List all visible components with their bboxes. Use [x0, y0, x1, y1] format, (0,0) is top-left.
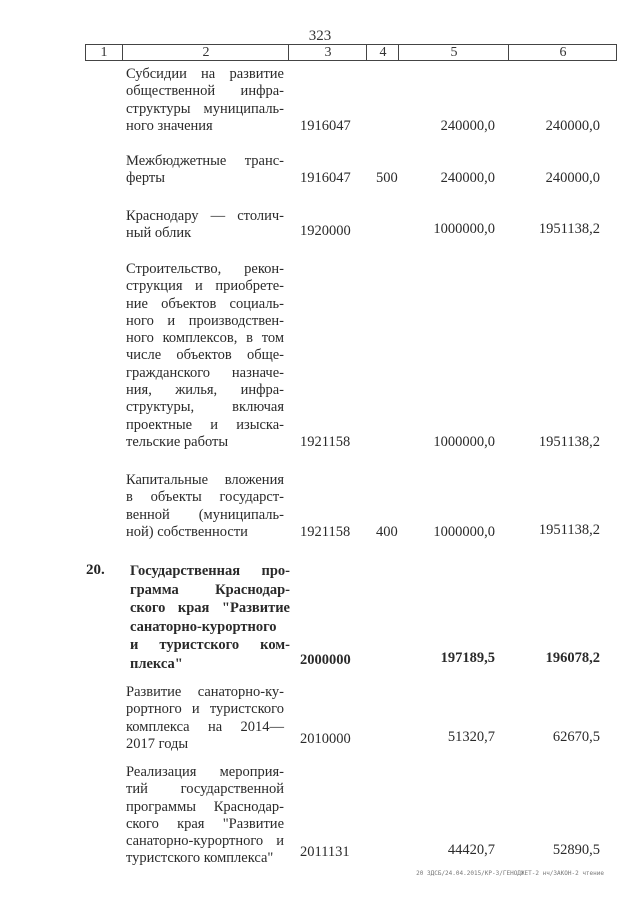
row-description: Реализация мероприя- тий государственной программы Краснодар- ского края "Развитие санаторно-курортного и туристского комплекса": [126, 764, 284, 867]
row-index: 20.: [86, 562, 105, 578]
row-value-2015: 240000,0: [545, 170, 600, 186]
row-value-2014: 1000000,0: [433, 434, 495, 450]
row-code: 1920000: [300, 223, 351, 239]
row-description: Межбюджетные транс- ферты: [126, 153, 284, 187]
row-code: 2010000: [300, 731, 351, 747]
row-description: Субсидии на развитие общественной инфра- структуры муниципаль- ного значения: [126, 66, 284, 134]
row-code: 1921158: [300, 434, 351, 450]
row-code: 1916047: [300, 170, 351, 186]
table-header: [85, 44, 617, 61]
row-code: 1916047: [300, 118, 351, 134]
row-type: 500: [376, 170, 398, 186]
header-col-6: 6: [508, 45, 617, 60]
header-col-5: 5: [398, 45, 509, 60]
row-value-2015: 1951138,2: [538, 221, 600, 237]
row-code: 2011131: [300, 844, 350, 860]
row-value-2014: 51320,7: [447, 729, 495, 745]
row-value-2014: 240000,0: [440, 118, 495, 134]
header-col-1: 1: [100, 45, 108, 60]
row-value-2015: 196078,2: [545, 650, 600, 666]
header-col-4: 4: [366, 45, 399, 60]
row-description: Краснодару — столич- ный облик: [126, 208, 284, 242]
row-value-2015: 52890,5: [552, 842, 600, 858]
header-col-2: 2: [122, 45, 289, 60]
row-value-2014: 240000,0: [440, 170, 495, 186]
row-description: Государственная про- грамма Краснодар- ского края "Развитие санаторно-курортного и туристского ком- плекса": [130, 563, 290, 672]
row-value-2015: 1951138,2: [538, 434, 600, 450]
document-footer: 20 ЗДСБ/24.04.2015/КР-3/ГЕНОДЖЕТ-2 нч/ЗАКОН-2 чтение: [416, 870, 604, 877]
row-description: Развитие санаторно-ку- рортного и туристского комплекса на 2014— 2017 годы: [126, 684, 284, 752]
row-code: 2000000: [300, 652, 351, 668]
row-value-2015: 240000,0: [545, 118, 600, 134]
row-value-2015: 62670,5: [552, 729, 600, 745]
row-value-2014: 1000000,0: [433, 221, 495, 237]
row-value-2014: 44420,7: [447, 842, 495, 858]
row-value-2014: 197189,5: [440, 650, 495, 666]
row-code: 1921158: [300, 524, 351, 540]
row-description: Строительство, рекон- струкция и приобрете- ние объектов социаль- ного и производствен- ного комплексов, в том числе объектов обще- гражданского назначе- ния, жилья, инфра- структуры, включая проектные и изыска- тельские работы: [126, 261, 284, 450]
page-number: 323: [308, 28, 332, 44]
header-col-3: 3: [288, 45, 367, 60]
row-value-2015: 1951138,2: [538, 522, 600, 538]
row-type: 400: [376, 524, 398, 540]
row-description: Капитальные вложения в объекты государст- венной (муниципаль- ной) собственности: [126, 472, 284, 540]
row-value-2014: 1000000,0: [433, 524, 495, 540]
